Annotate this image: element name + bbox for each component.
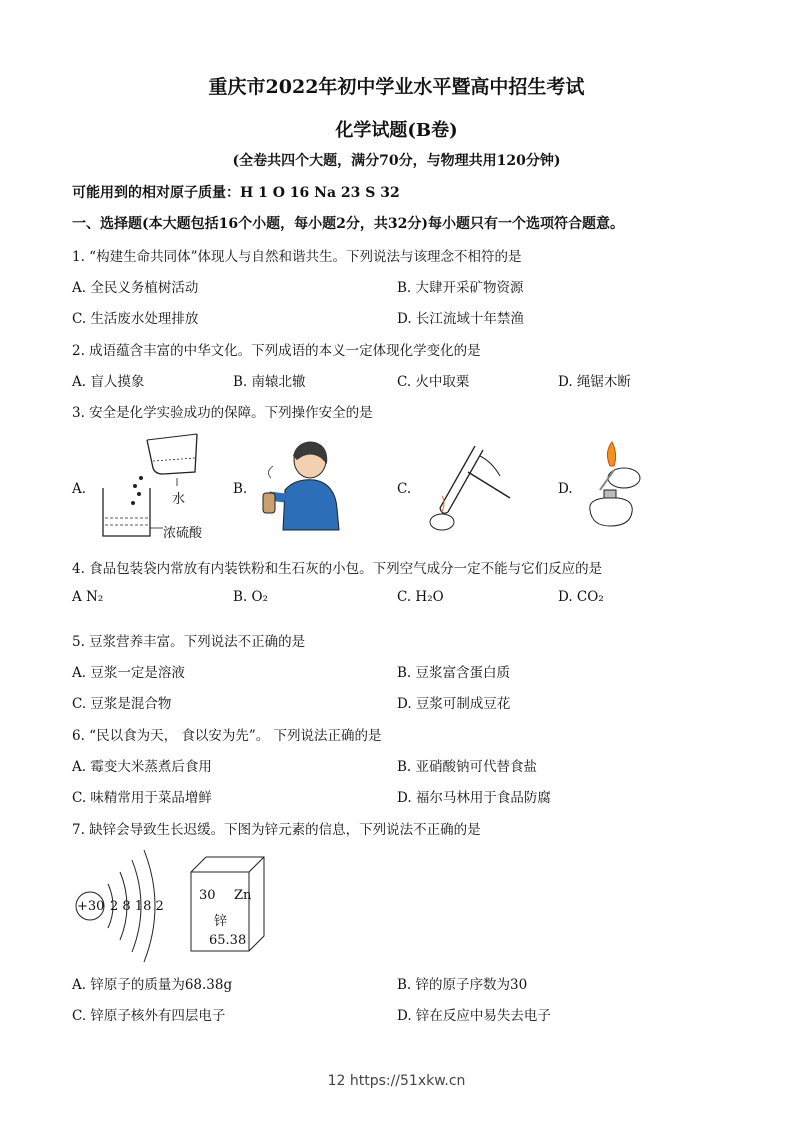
q4-option-c: C. H₂O [397, 589, 444, 605]
q6-option-a: A. 霉变大米蒸煮后食用 [72, 759, 212, 775]
page-footer-link[interactable]: 12 https://51xkw.cn [327, 1073, 466, 1089]
q3-option-c: C. [397, 481, 412, 497]
q2-option-a: A. 盲人摸象 [72, 374, 145, 390]
q1-option-b: B. 大肆开采矿物资源 [397, 280, 524, 296]
alcohol-lamp-figure [578, 440, 658, 535]
question-3-stem: 3. 安全是化学实验成功的保障。下列操作安全的是 [72, 405, 373, 421]
q7-option-b: B. 锌的原子序数为30 [397, 977, 528, 993]
q3-option-d: D. [558, 481, 573, 497]
question-7-stem: 7. 缺锌会导致生长迟缓。下图为锌元素的信息，下列说法不正确的是 [72, 822, 481, 838]
question-5-stem: 5. 豆浆营养丰富。下列说法不正确的是 [72, 634, 306, 650]
q3-option-a: A. [72, 481, 87, 497]
q4-option-b: B. O₂ [233, 589, 268, 605]
smelling-person-figure [255, 438, 350, 533]
q5-option-d: D. 豆浆可制成豆花 [397, 696, 511, 712]
q6-option-b: B. 亚硝酸钠可代替食盐 [397, 759, 538, 775]
q2-option-c: C. 火中取栗 [397, 374, 470, 390]
test-tube-heating-figure [420, 436, 520, 536]
acid-label: 浓硫酸 [163, 526, 203, 541]
water-label: 水 [172, 492, 186, 507]
q3-option-b: B. [233, 481, 248, 497]
q5-option-a: A. 豆浆一定是溶液 [72, 665, 185, 681]
cell-element-name: 锌 [214, 914, 228, 929]
q1-option-a: A. 全民义务植树活动 [72, 280, 199, 296]
q6-option-d: D. 福尔马林用于食品防腐 [397, 790, 551, 806]
q5-option-c: C. 豆浆是混合物 [72, 696, 172, 712]
exam-subtitle: 化学试题(B卷) [335, 120, 458, 141]
q5-option-b: B. 豆浆富含蛋白质 [397, 665, 511, 681]
q2-option-b: B. 南辕北辙 [233, 374, 306, 390]
section-heading: 一、选择题(本大题包括16个小题，每小题2分，共32分)每小题只有一个选项符合题意。 [72, 216, 624, 232]
q7-option-a: A. 锌原子的质量为68.38g [72, 977, 233, 993]
q7-option-c: C. 锌原子核外有四层电子 [72, 1008, 226, 1024]
q4-option-a: A N₂ [72, 589, 104, 605]
exam-note: (全卷共四个大题，满分70分，与物理共用120分钟) [232, 153, 561, 169]
question-1-stem: 1. “构建生命共同体”体现人与自然和谐共生。下列说法与该理念不相符的是 [72, 249, 522, 265]
q4-option-d: D. CO₂ [558, 589, 604, 605]
question-2-stem: 2. 成语蕴含丰富的中华文化。下列成语的本义一定体现化学变化的是 [72, 343, 481, 359]
cell-atomic-mass: 65.38 [209, 933, 247, 948]
question-6-stem: 6. “民以食为天， 食以安为先”。 下列说法正确的是 [72, 728, 382, 744]
nucleus-charge: +30 [77, 899, 105, 914]
q2-option-d: D. 绳锯木断 [558, 374, 631, 390]
atomic-mass-line: 可能用到的相对原子质量：H 1 O 16 Na 23 S 32 [72, 185, 400, 201]
electron-shells: 2 8 18 2 [110, 899, 164, 914]
exam-title: 重庆市2022年初中学业水平暨高中招生考试 [208, 76, 585, 98]
cell-symbol: Zn [234, 888, 252, 903]
cell-atomic-number: 30 [199, 888, 216, 903]
q1-option-d: D. 长江流域十年禁渔 [397, 311, 524, 327]
question-4-stem: 4. 食品包装袋内常放有内装铁粉和生石灰的小包。下列空气成分一定不能与它们反应的是 [72, 561, 603, 577]
q6-option-c: C. 味精常用于菜品增鲜 [72, 790, 212, 806]
q7-option-d: D. 锌在反应中易失去电子 [397, 1008, 551, 1024]
q1-option-c: C. 生活废水处理排放 [72, 311, 199, 327]
